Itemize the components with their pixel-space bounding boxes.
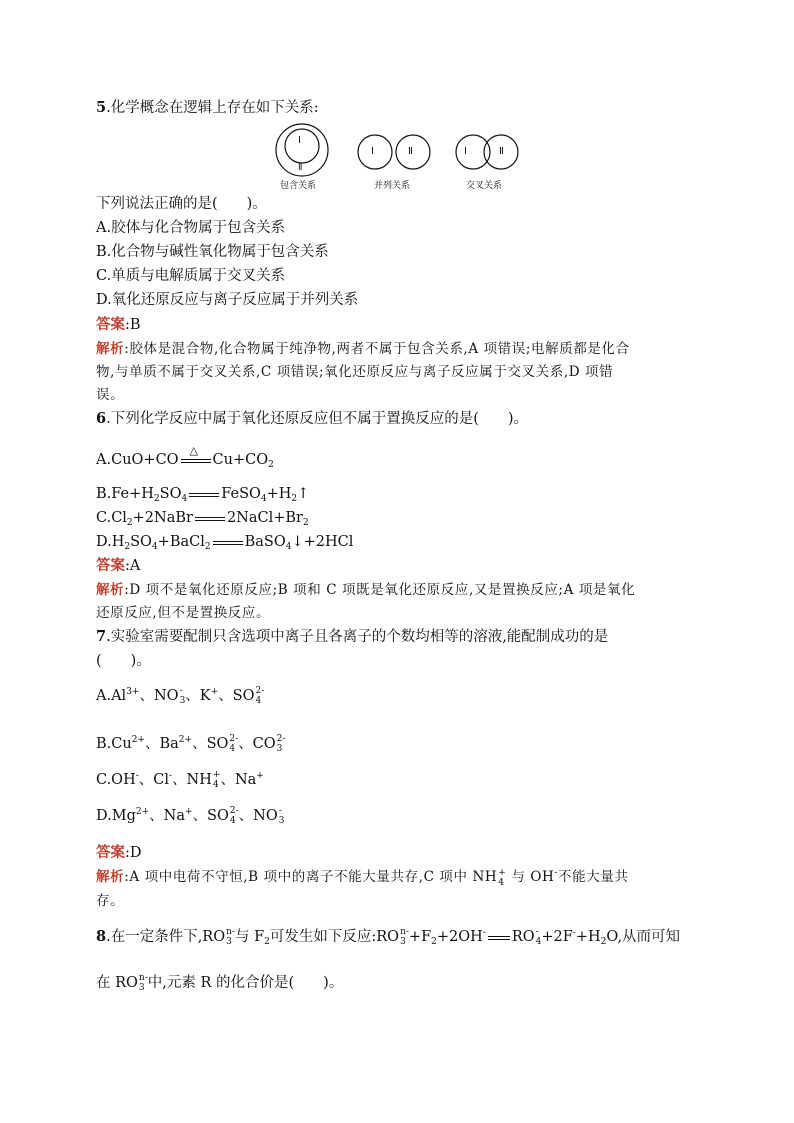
- explanation-label: 解析: [96, 869, 125, 885]
- option-prefix: A.: [96, 452, 112, 468]
- q7-option-a: $A.Al^{3+}$、NO - 3 、K+、SO 2- 4: [96, 686, 265, 706]
- q7-stem-text: .实验室需要配制只含选项中离子且各离子的个数均相等的溶液,能配制成功的是: [106, 629, 609, 645]
- inclusion-inner-circle: [285, 129, 319, 163]
- answer-label: 答案: [96, 316, 125, 333]
- q6-option-d: $D.H_2SO_4+BaCl_2$ BaSO$_4$↓+2HCl: [96, 534, 354, 552]
- q8-text: 在 RO: [96, 975, 138, 991]
- q6-stem: [96, 409, 528, 429]
- q5-answer: [96, 315, 141, 335]
- q7-explanation-line2: 存。: [96, 893, 125, 909]
- inclusion-inner-label: Ⅰ: [298, 135, 301, 146]
- inclusion-outer-label: Ⅱ: [298, 163, 303, 173]
- explanation-label: 解析: [96, 341, 125, 357]
- q8-text: O,从而可知: [606, 929, 681, 945]
- q8-text: +F: [408, 929, 432, 945]
- q5-stem-text: .化学概念在逻辑上存在如下关系:: [106, 100, 319, 116]
- q8-stem: 8.在一定条件下,RO n- 3 与 $F_2$可发生如下反应:RO n- 3 $+F_2+2OH^-$ RO - 4 $+2F^-+H_2O$,从而可知: [96, 927, 681, 947]
- parallel-label-2: Ⅱ: [408, 146, 413, 157]
- q8-text: +2OH: [436, 929, 483, 945]
- explanation-text: 不能大量共: [558, 869, 629, 885]
- intersect-caption: 交叉关系: [466, 181, 503, 191]
- q8-stem-line2: 在 RO n- 3 中,元素 R 的化合价是( )。: [96, 973, 344, 993]
- intersect-circle-1: [456, 135, 490, 169]
- intersect-label-1: Ⅰ: [464, 146, 467, 157]
- heat-arrow: [179, 444, 213, 466]
- q6-explanation-line1: [96, 580, 635, 600]
- q5-stem: [96, 98, 319, 118]
- answer-value: :A: [125, 558, 141, 574]
- q6-stem-text: .下列化学反应中属于氧化还原反应但不属于置换反应的是( )。: [106, 411, 529, 427]
- parallel-label-1: Ⅰ: [371, 146, 374, 157]
- explanation-label: 解析: [96, 582, 125, 598]
- q8-text: RO: [511, 929, 535, 945]
- answer-value: :D: [125, 845, 142, 861]
- q6-answer: [96, 556, 140, 576]
- q8-text: 与 F: [234, 929, 265, 945]
- equals-arrow: [211, 536, 245, 548]
- q6-explanation-line2: 还原反应,但不是置换反应。: [96, 605, 271, 621]
- relationship-diagram: [270, 122, 530, 192]
- q6-number: 6: [96, 410, 107, 427]
- q8-text: +2F: [541, 929, 573, 945]
- q8-text: +H: [575, 929, 601, 945]
- parallel-circle-2: [396, 135, 430, 169]
- q6-option-a: A.CuO+CO △ $Cu+CO_2$: [96, 450, 274, 470]
- q7-stem-line2: ( )。: [96, 653, 151, 669]
- q7-explanation-line1: 解析:A 项中电荷不守恒,B 项中的离子不能大量共存,C 项中 NH + 4 与 OH-不能大量共: [96, 867, 629, 888]
- answer-value: :B: [125, 317, 141, 333]
- q5-explanation-line3: 误。: [96, 387, 125, 403]
- q5-explanation-line1: [96, 339, 630, 359]
- q7-answer: [96, 843, 142, 863]
- option-prefix: D.: [96, 534, 112, 550]
- equals-arrow: [193, 512, 227, 524]
- q8-text: .在一定条件下,RO: [106, 929, 226, 945]
- q8-number: 8: [96, 928, 107, 945]
- explanation-text: :胶体是混合物,化合物属于纯净物,两者不属于包含关系,A 项错误;电解质都是化合: [124, 341, 630, 357]
- q5-option-d: D.氧化还原反应与离子反应属于并列关系: [96, 292, 359, 308]
- q5-number: 5: [96, 99, 107, 116]
- answer-label: 答案: [96, 844, 125, 861]
- q8-text: 可发生如下反应:RO: [269, 929, 400, 945]
- q7-option-d: $D.Mg^{2+}$、Na+、SO 2- 4 、NO - 3: [96, 806, 285, 826]
- q7-option-c: C.OH-、Cl-、NH + 4 、Na+: [96, 770, 264, 790]
- q6-option-c: $C.Cl_2+2NaBr$ $2NaCl+Br_2$: [96, 510, 309, 528]
- option-prefix: C.: [96, 510, 112, 526]
- q7-number: 7: [96, 628, 107, 645]
- q6-option-b: $B.Fe+H_2SO_4$ $FeSO_4+H_2↑$: [96, 486, 310, 504]
- q5-option-a: A.胶体与化合物属于包含关系: [96, 220, 286, 236]
- explanation-text: :A 项中电荷不守恒,B 项中的离子不能大量共存,C 项中 NH: [124, 869, 498, 885]
- parallel-caption: 并列关系: [374, 181, 411, 191]
- explanation-text: 与 OH: [506, 869, 555, 885]
- q5-explanation-line2: 物,与单质不属于交叉关系,C 项错误;氧化还原反应与离子反应属于交叉关系,D 项错: [96, 364, 614, 380]
- delta-symbol: △: [189, 444, 199, 457]
- q7-option-b: $B.Cu^{2+}$、$Ba^{2+}$、SO 2- 4 、CO 2- 3: [96, 734, 286, 754]
- q5-option-b: B.化合物与碱性氧化物属于包含关系: [96, 244, 329, 260]
- answer-label: 答案: [96, 557, 125, 574]
- intersect-label-2: Ⅱ: [499, 146, 504, 157]
- equals-arrow: [187, 488, 221, 500]
- q5-option-c: C.单质与电解质属于交叉关系: [96, 268, 286, 284]
- explanation-text: :D 项不是氧化还原反应;B 项和 C 项既是氧化还原反应,又是置换反应;A 项是氧化: [124, 582, 636, 598]
- q5-prompt: 下列说法正确的是( )。: [96, 196, 267, 212]
- equals-arrow: [486, 931, 512, 943]
- parallel-circle-1: [358, 135, 392, 169]
- q7-stem: [96, 627, 608, 647]
- option-prefix: B.: [96, 486, 112, 502]
- q8-text: 中,元素 R 的化合价是( )。: [147, 975, 344, 991]
- inclusion-caption: 包含关系: [280, 181, 317, 191]
